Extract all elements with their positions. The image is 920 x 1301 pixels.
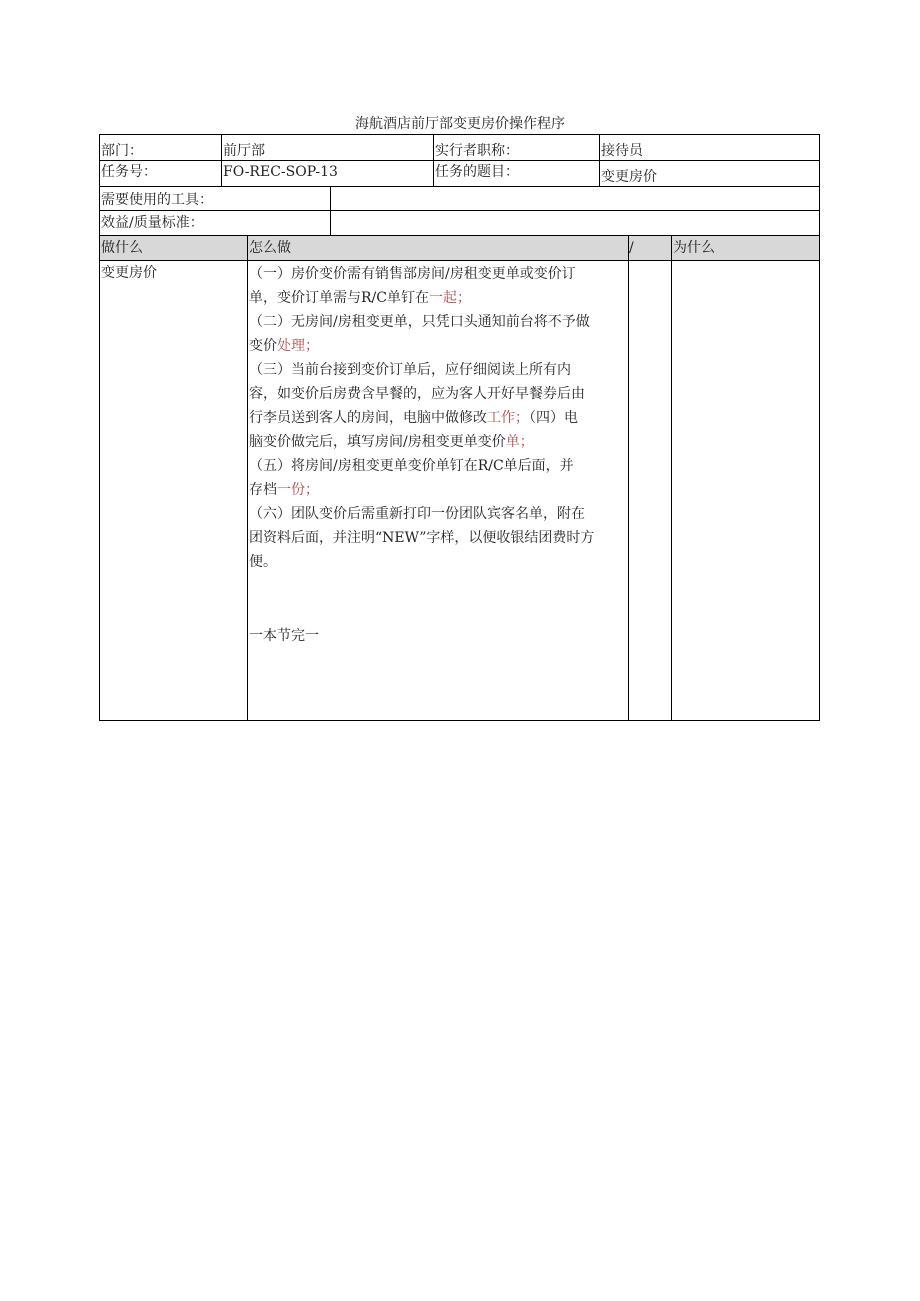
how-line: 单，变价订单需与R/C单钉在一起； xyxy=(249,290,471,306)
row-divider xyxy=(99,235,820,236)
executor-value: 接待员 xyxy=(601,143,643,159)
header-slash: / xyxy=(629,240,634,256)
section-end-text: 一本节完一 xyxy=(249,628,319,644)
document-title: 海航酒店前厅部变更房价操作程序 xyxy=(355,116,565,132)
task-no-label: 任务号： xyxy=(101,164,157,180)
how-line: 存档一份； xyxy=(249,482,319,498)
how-line: 变价处理； xyxy=(249,338,319,354)
row-how-text xyxy=(249,262,627,574)
executor-label: 实行者职称： xyxy=(435,143,519,159)
row-what: 变更房价 xyxy=(101,265,157,281)
how-line: （一）房价变价需有销售部房间/房租变更单或变价订 xyxy=(249,266,576,282)
how-line: （五）将房间/房租变更单变价单钉在R/C单后面，并 xyxy=(249,458,574,474)
dept-value: 前厅部 xyxy=(223,143,265,159)
how-line: 行李员送到客人的房间，电脑中做修改工作；（四）电 xyxy=(249,410,578,426)
column-divider xyxy=(599,134,600,186)
column-divider xyxy=(628,235,629,721)
how-line: 脑变价做完后，填写房间/房租变更单变价单； xyxy=(249,434,534,450)
task-title-value: 变更房价 xyxy=(601,169,657,185)
how-line: （三）当前台接到变价订单后，应仔细阅读上所有内 xyxy=(249,362,571,378)
how-line: 容，如变价后房费含早餐的，应为客人开好早餐券后由 xyxy=(249,386,585,402)
how-line: 团资料后面，并注明“NEW”字样，以便收银结团费时方 xyxy=(249,530,595,546)
column-divider xyxy=(221,134,222,186)
row-divider xyxy=(99,260,820,261)
how-line: 便。 xyxy=(249,554,277,570)
row-divider xyxy=(99,186,820,187)
row-divider xyxy=(99,160,820,161)
how-line: （二）无房间/房租变更单，只凭口头通知前台将不予做 xyxy=(249,314,590,330)
how-line: （六）团队变价后需重新打印一份团队宾客名单，附在 xyxy=(249,506,585,522)
column-divider xyxy=(433,134,434,186)
column-divider xyxy=(330,186,331,235)
column-divider xyxy=(671,235,672,721)
task-title-label: 任务的题目： xyxy=(435,164,519,180)
header-why: 为什么 xyxy=(673,240,715,256)
header-how: 怎么做 xyxy=(249,240,291,256)
task-no-value: FO-REC-SOP-13 xyxy=(223,164,338,180)
row-divider xyxy=(99,210,820,211)
dept-label: 部门： xyxy=(101,143,143,159)
tools-label: 需要使用的工具： xyxy=(101,192,213,208)
standard-label: 效益/质量标准： xyxy=(101,215,204,231)
header-what: 做什么 xyxy=(101,240,143,256)
column-divider xyxy=(247,235,248,721)
